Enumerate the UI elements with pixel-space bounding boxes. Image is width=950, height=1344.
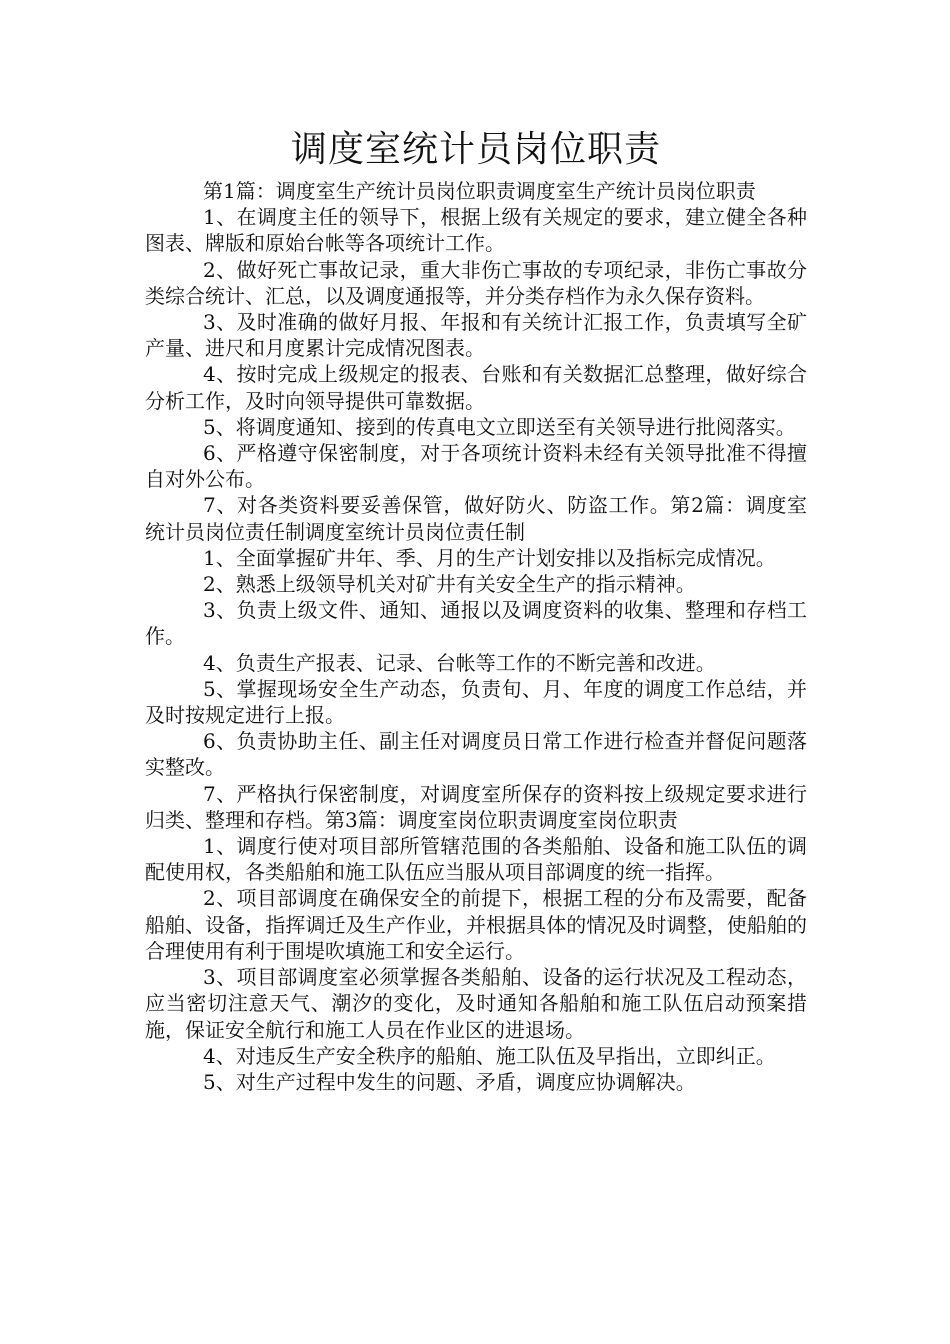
paragraph: 5、掌握现场安全生产动态，负责旬、月、年度的调度工作总结，并及时按规定进行上报。	[145, 676, 807, 728]
paragraph: 2、做好死亡事故记录，重大非伤亡事故的专项纪录，非伤亡事故分类综合统计、汇总，以及调度通报等，并分类存档作为永久保存资料。	[145, 257, 807, 308]
paragraph: 1、在调度主任的领导下，根据上级有关规定的要求，建立健全各种图表、牌版和原始台帐等各项统计工作。	[145, 205, 807, 256]
paragraph: 4、负责生产报表、记录、台帐等工作的不断完善和改进。	[203, 650, 716, 675]
paragraph: 6、负责协助主任、副主任对调度员日常工作进行检查并督促问题落实整改。	[145, 729, 807, 780]
paragraph: 7、严格执行保密制度，对调度室所保存的资料按上级规定要求进行归类、整理和存档。第3篇：调度室岗位职责调度室岗位职责	[145, 781, 807, 832]
document-title: 调度室统计员岗位职责	[290, 129, 661, 170]
paragraph: 2、项目部调度在确保安全的前提下，根据工程的分布及需要，配备船舶、设备，指挥调迁及生产作业，并根据具体的情况及时调整，使船舶的合理使用有利于围堤吹填施工和安全运行。	[145, 886, 807, 963]
paragraph: 4、按时完成上级规定的报表、台账和有关数据汇总整理，做好综合分析工作，及时向领导提供可靠数据。	[145, 362, 807, 413]
document-body	[145, 178, 807, 1095]
paragraph: 1、调度行使对项目部所管辖范围的各类船舶、设备和施工队伍的调配使用权，各类船舶和施工队伍应当服从项目部调度的统一指挥。	[145, 834, 807, 885]
paragraph: 3、项目部调度室必须掌握各类船舶、设备的运行状况及工程动态，应当密切注意天气、潮汐的变化，及时通知各船舶和施工队伍启动预案措施，保证安全航行和施工人员在作业区的进退场。	[145, 965, 807, 1042]
paragraph: 3、负责上级文件、通知、通报以及调度资料的收集、整理和存档工作。	[145, 598, 807, 649]
paragraph: 2、熟悉上级领导机关对矿井有关安全生产的指示精神。	[203, 572, 696, 597]
paragraph: 5、将调度通知、接到的传真电文立即送至有关领导进行批阅落实。	[203, 414, 796, 439]
paragraph: 第1篇：调度室生产统计员岗位职责调度室生产统计员岗位职责	[203, 179, 756, 203]
paragraph: 1、全面掌握矿井年、季、月的生产计划安排以及指标完成情况。	[203, 545, 776, 570]
paragraph: 7、对各类资料要妥善保管，做好防火、防盗工作。第2篇：调度室统计员岗位责任制调度室统计员岗位责任制	[145, 493, 807, 544]
paragraph: 6、严格遵守保密制度，对于各项统计资料未经有关领导批准不得擅自对外公布。	[145, 441, 807, 492]
paragraph: 5、对生产过程中发生的问题、矛盾，调度应协调解决。	[203, 1069, 696, 1094]
document-page	[145, 128, 807, 1095]
paragraph: 4、对违反生产安全秩序的船舶、施工队伍及早指出，立即纠正。	[203, 1043, 776, 1068]
paragraph: 3、及时准确的做好月报、年报和有关统计汇报工作，负责填写全矿产量、进尺和月度累计完成情况图表。	[145, 310, 807, 361]
